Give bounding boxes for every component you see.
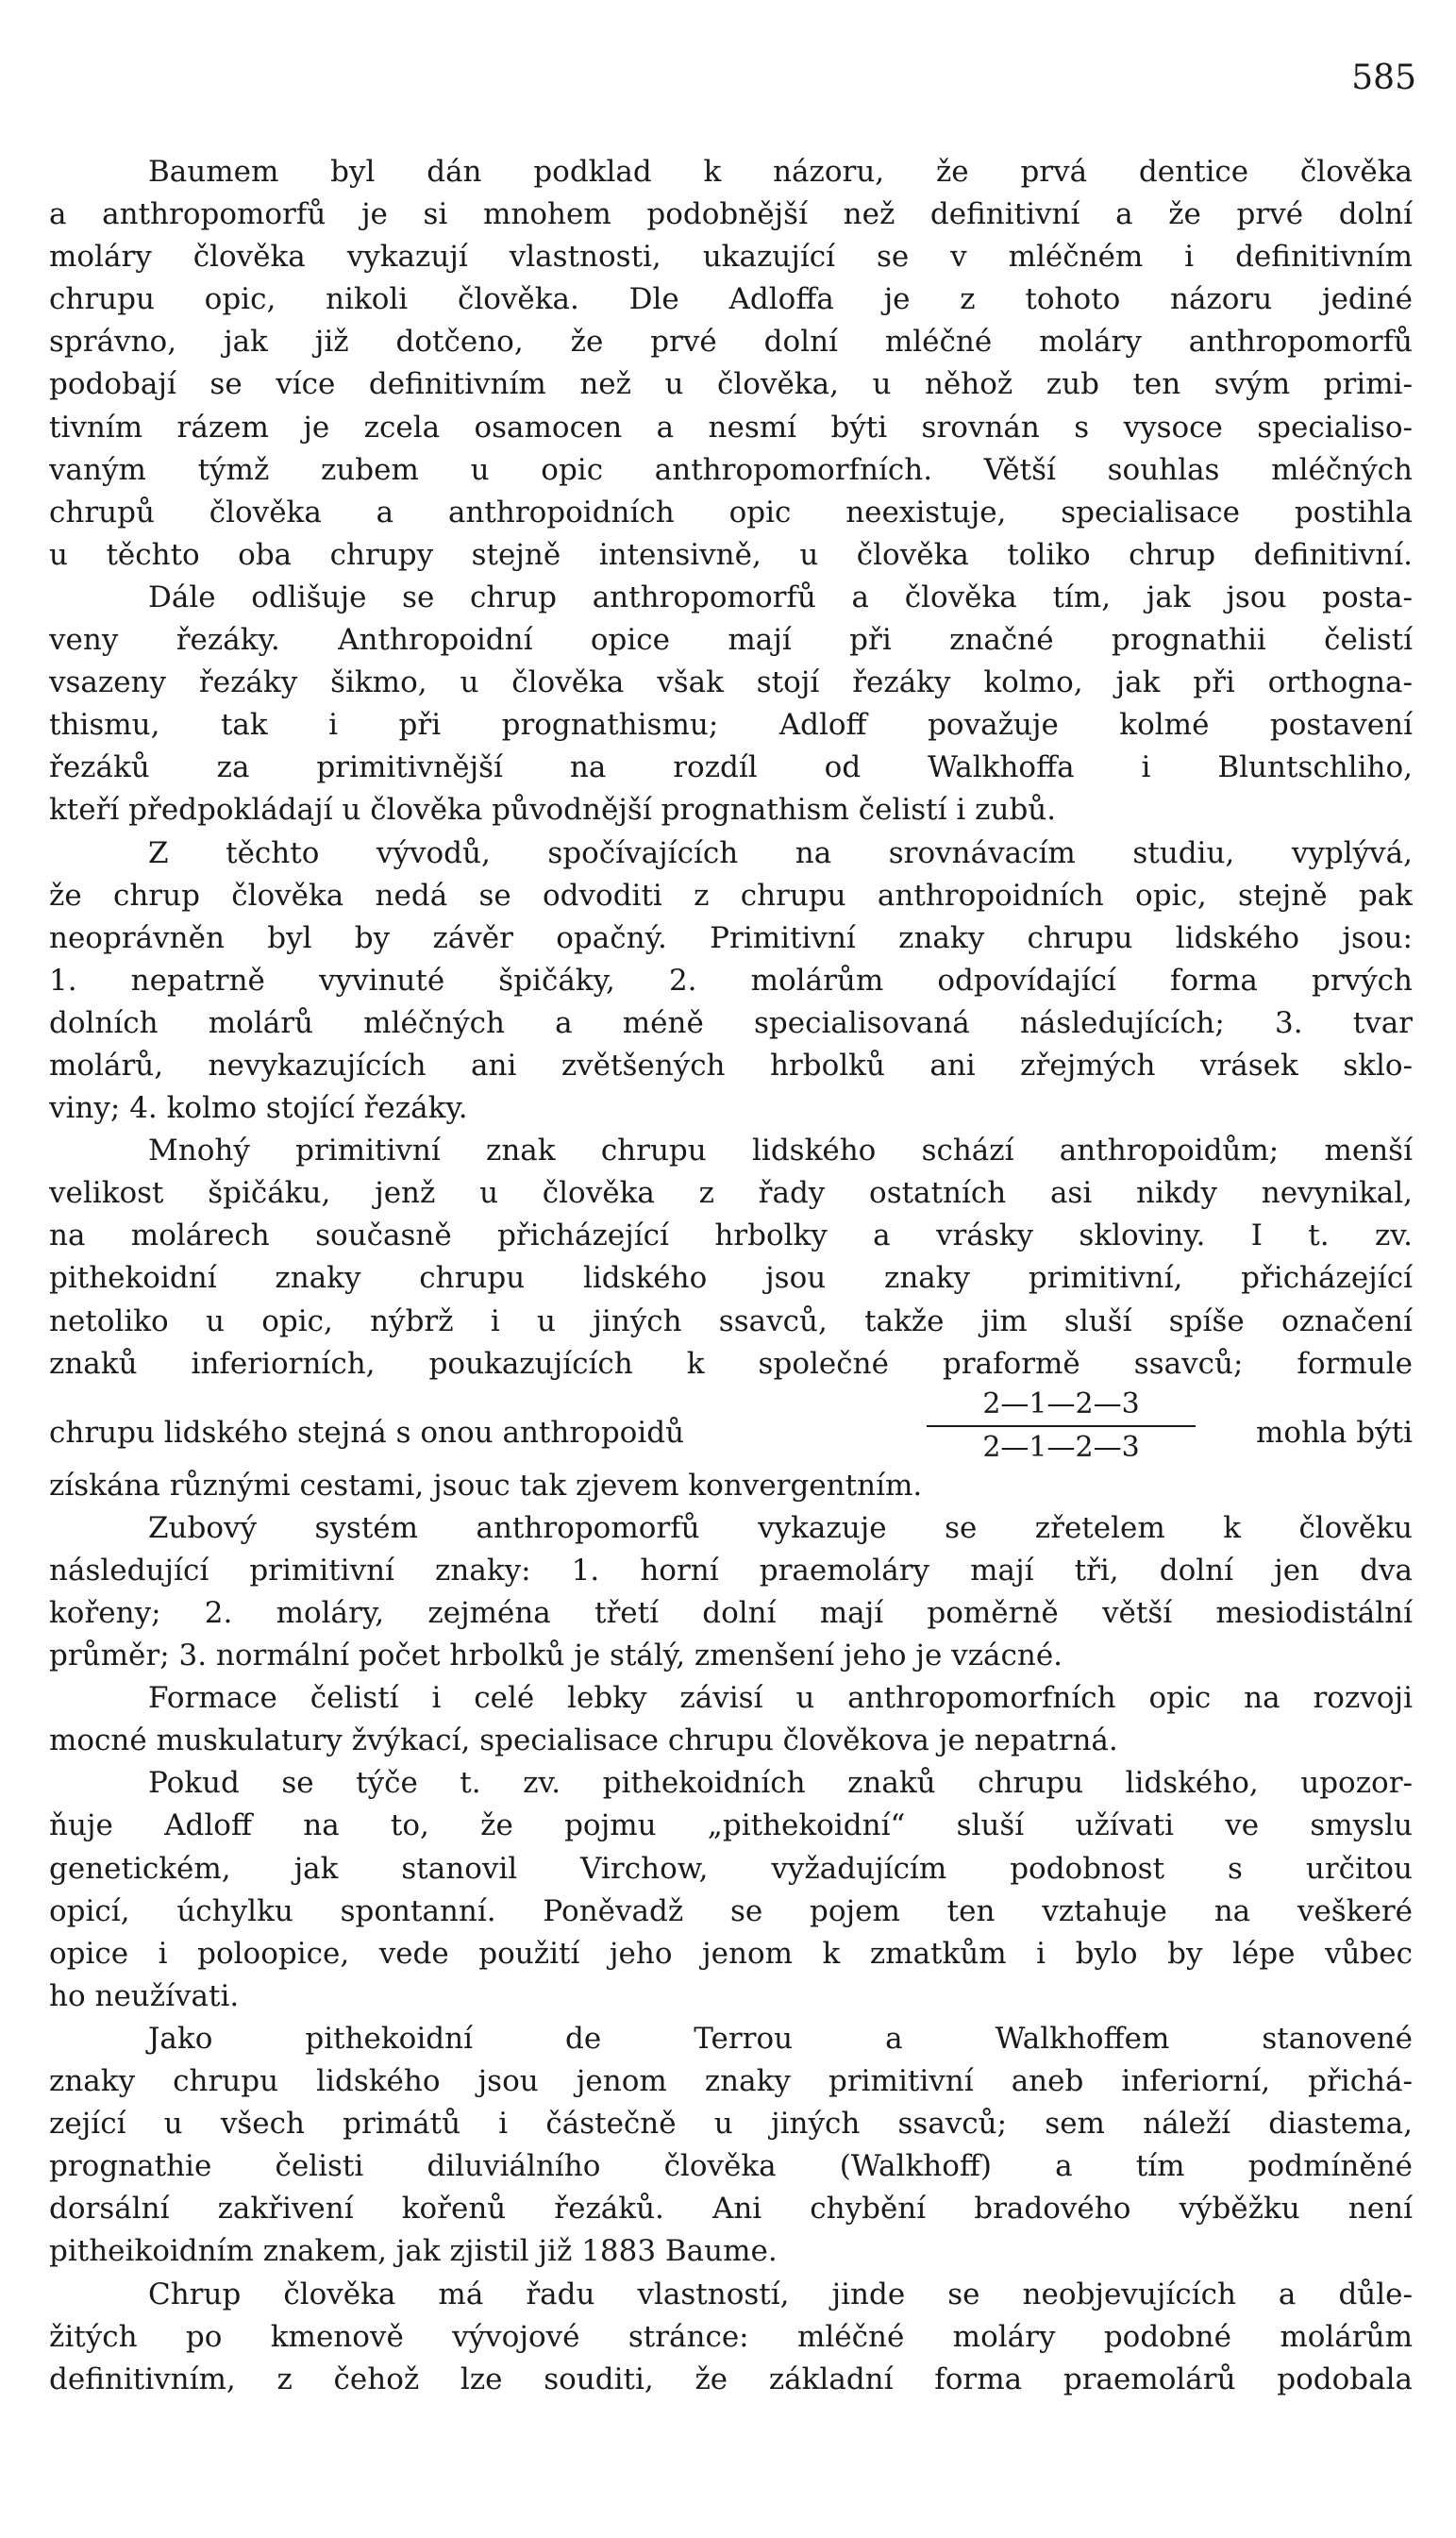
page-number: 585	[1351, 59, 1416, 97]
text-line: chrupu lidského stejná s onou anthropoidů	[49, 1415, 685, 1450]
text-line: průměr; 3. normální počet hrbolků je stálý, zmenšení jeho je vzácné.	[49, 1639, 1063, 1673]
text-line: Chrup člověka má řadu vlastností, jinde se neobjevujících a důle-	[148, 2277, 1413, 2311]
text-line: ňuje Adloff na to, že pojmu „pithekoidní“ sluší užívati ve smyslu	[49, 1808, 1413, 1843]
text-line: genetickém, jak stanovil Virchow, vyžadujícím podobnost s určitou	[49, 1851, 1413, 1886]
text-line: Zubový systém anthropomorfů vykazuje se zřetelem k člověku	[148, 1510, 1413, 1545]
text-line: tivním rázem je zcela osamocen a nesmí býti srovnán s vysoce specialiso-	[49, 410, 1413, 445]
formula-line	[49, 1386, 1413, 1465]
text-line: moláry člověka vykazují vlastnosti, ukazující se v mléčném i definitivním	[49, 240, 1413, 275]
text-line: kteří předpokládají u člověka původnější prognathism čelistí i zubů.	[49, 793, 1057, 828]
text-line: že chrup člověka nedá se odvoditi z chrupu anthropoidních opic, stejně pak	[49, 878, 1413, 913]
body-text	[49, 151, 1413, 2401]
text-line: ho neužívati.	[49, 1978, 240, 2013]
text-line: vsazeny řezáky šikmo, u člověka však stojí řezáky kolmo, jak při orthogna-	[49, 665, 1413, 700]
text-line: molárů, nevykazujících ani zvětšených hrbolků ani zřejmých vrásek sklo-	[49, 1048, 1413, 1083]
text-line: získána různými cestami, jsouc tak zjevem konvergentním.	[49, 1468, 923, 1503]
text-line: thismu, tak i při prognathismu; Adloff považuje kolmé postavení	[49, 708, 1413, 743]
text-line: žitých po kmenově vývojové stránce: mléčné moláry podobné molárům	[49, 2319, 1413, 2354]
text-line: následující primitivní znaky: 1. horní praemoláry mají tři, dolní jen dva	[49, 1553, 1413, 1588]
text-line: prognathie čelisti diluviálního člověka (Walkhoff) a tím podmíněné	[49, 2149, 1413, 2184]
formula-numerator: 2—1—2—3	[927, 1386, 1196, 1427]
text-line: znaků inferiorních, poukazujících k společné praformě ssavců; formule	[49, 1346, 1413, 1381]
text-line: znaky chrupu lidského jsou jenom znaky primitivní aneb inferiorní, přichá-	[49, 2064, 1413, 2099]
text-line: netoliko u opic, nýbrž i u jiných ssavců, takže jim sluší spíše označení	[49, 1303, 1413, 1338]
text-line: chrupu opic, nikoli člověka. Dle Adloffa je z tohoto názoru jediné	[49, 282, 1413, 317]
text-line: pithekoidní znaky chrupu lidského jsou znaky primitivní, přicházející	[49, 1261, 1413, 1296]
text-line: Baumem byl dán podklad k názoru, že prvá dentice člověka	[148, 155, 1413, 189]
text-line: Dále odlišuje se chrup anthropomorfů a člověka tím, jak jsou posta-	[148, 580, 1413, 614]
dental-formula	[927, 1386, 1196, 1467]
text-line: a anthropomorfů je si mnohem podobnější než definitivní a že prvé dolní	[49, 197, 1413, 232]
text-line: správno, jak již dotčeno, že prvé dolní mléčné moláry anthropomorfů	[49, 325, 1413, 360]
text-line: řezáků za primitivnější na rozdíl od Walkhoffa i Bluntschliho,	[49, 750, 1413, 785]
text-line: chrupů člověka a anthropoidních opic neexistuje, specialisace postihla	[49, 495, 1413, 529]
text-line: neoprávněn byl by závěr opačný. Primitivní znaky chrupu lidského jsou:	[49, 920, 1413, 955]
text-line: definitivním, z čehož lze souditi, že základní forma praemolárů podobala	[49, 2362, 1413, 2396]
text-line: pitheikoidním znakem, jak zjistil již 1883 Baume.	[49, 2234, 778, 2269]
text-line: Jako pithekoidní de Terrou a Walkhoffem stanovené	[148, 2021, 1413, 2056]
text-line: viny; 4. kolmo stojící řezáky.	[49, 1091, 468, 1126]
text-line: Mnohý primitivní znak chrupu lidského schází anthropoidům; menší	[148, 1134, 1413, 1168]
text-line: na molárech současně přicházející hrbolky a vrásky skloviny. I t. zv.	[49, 1219, 1413, 1253]
text-line: dolních molárů mléčných a méně specialisovaná následujících; 3. tvar	[49, 1005, 1413, 1040]
text-line: 1. nepatrně vyvinuté špičáky, 2. molárům odpovídající forma prvých	[49, 963, 1413, 998]
text-line: u těchto oba chrupy stejně intensivně, u člověka toliko chrup definitivní.	[49, 537, 1413, 572]
text-line: Z těchto vývodů, spočívajících na srovnávacím studiu, vyplývá,	[148, 835, 1413, 870]
text-line: podobají se více definitivním než u člověka, u něhož zub ten svým primi-	[49, 367, 1413, 402]
text-line: Formace čelistí i celé lebky závisí u anthropomorfních opic na rozvoji	[148, 1681, 1413, 1716]
text-line: opice i poloopice, vede použití jeho jenom k zmatkům i bylo by lépe vůbec	[49, 1936, 1413, 1971]
text-line: kořeny; 2. moláry, zejména třetí dolní mají poměrně větší mesiodistální	[49, 1596, 1413, 1630]
text-line: Pokud se týče t. zv. pithekoidních znaků chrupu lidského, upozor-	[148, 1766, 1413, 1801]
text-line: mocné muskulatury žvýkací, specialisace chrupu člověkova je nepatrná.	[49, 1723, 1118, 1758]
text-line: dorsální zakřivení kořenů řezáků. Ani chybění bradového výběžku není	[49, 2192, 1413, 2227]
text-line: veny řezáky. Anthropoidní opice mají při značné prognathii čelistí	[49, 623, 1413, 658]
formula-denominator: 2—1—2—3	[982, 1430, 1140, 1464]
text-line: opicí, úchylku spontanní. Poněvadž se pojem ten vztahuje na veškeré	[49, 1893, 1413, 1928]
text-line: velikost špičáku, jenž u člověka z řady ostatních asi nikdy nevynikal,	[49, 1176, 1413, 1211]
text-line: vaným týmž zubem u opic anthropomorfních. Větší souhlas mléčných	[49, 452, 1413, 487]
text-line: mohla býti	[1255, 1415, 1413, 1450]
text-line: zející u všech primátů i částečně u jiných ssavců; sem náleží diastema,	[49, 2107, 1413, 2142]
